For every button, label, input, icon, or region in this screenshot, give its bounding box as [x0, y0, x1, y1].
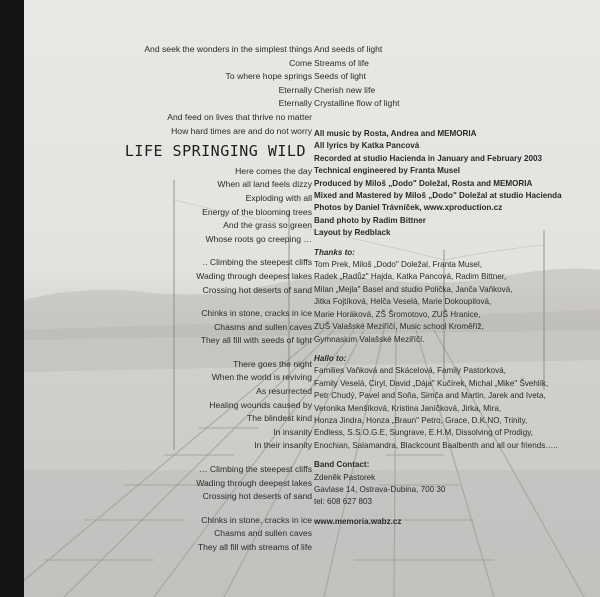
hallo-line: Endless, S.S.O.G.E, Sungrave, E.H.M, Dissolving of Prodigy,	[314, 428, 533, 438]
lyric-line: Cherish new life	[314, 84, 376, 95]
credit-line: Recorded at studio Hacienda in January and February 2003	[314, 153, 543, 163]
thanks-line: Gymnasium Valašské Meziříčí.	[314, 334, 425, 344]
song-title: LIFE SPRINGING WILD	[124, 142, 306, 161]
lyric-line: Here comes the day	[235, 165, 312, 176]
thanks-line: Jitka Fojtíková, Helča Veselá, Marie Dokoupilová,	[314, 297, 492, 307]
lyric-line: Come	[289, 57, 312, 68]
lyric-line: Chasms and sullen caves	[214, 321, 312, 332]
thanks-line: Milan „Mejla" Basel and studio Polička, Janča Vaňková,	[314, 284, 513, 294]
lyric-line: Exploding with all	[245, 192, 312, 203]
lyric-line: The blindest kind	[247, 413, 312, 424]
lyric-line: Chinks in stone, cracks in ice	[201, 308, 312, 319]
hallo-heading: Hallo to:	[314, 353, 347, 363]
lyric-line: In their insanity	[254, 440, 312, 451]
contact-heading: Band Contact:	[314, 460, 370, 470]
contact-line: Gavlase 14, Ostrava-Dubina, 700 30	[314, 484, 446, 494]
lyric-line: Chinks in stone, cracks in ice	[201, 514, 312, 525]
credit-line: Layout by Redblack	[314, 228, 391, 238]
lyric-line: And the grass so green	[223, 220, 312, 231]
lyric-line: When all land feels dizzy	[217, 179, 312, 190]
lyric-line: Whose roots go creeping …	[205, 233, 312, 244]
lyric-line: To where hope springs	[225, 71, 312, 82]
lyric-line: There goes the night	[233, 358, 312, 369]
band-website-link[interactable]: www.memoria.wabz.cz	[314, 516, 402, 526]
thanks-block	[314, 247, 594, 346]
credit-line: All lyrics by Katka Pancová	[314, 141, 420, 151]
contact-line: tel: 608 627 803	[314, 497, 373, 507]
lyric-line: And feed on lives that thrive no matter	[167, 111, 312, 122]
lyric-line: .. Climbing the steepest cliffs	[202, 257, 312, 268]
lyric-line: Crossing hot deserts of sand	[202, 491, 312, 502]
lyric-line: Wading through deepest lakes	[196, 477, 312, 488]
lyric-line: They all fill with streams of life	[197, 542, 312, 552]
contact-line: Zdeněk Pastorek	[314, 472, 376, 482]
thanks-heading: Thanks to:	[314, 247, 355, 257]
lyric-line: How hard times are and do not worry	[171, 125, 312, 136]
lyric-line: Healing wounds caused by	[209, 399, 312, 410]
booklet-page	[24, 0, 600, 597]
lyric-line: Crossing hot deserts of sand	[202, 284, 312, 295]
credit-line: Technical engineered by Franta Musel	[314, 166, 461, 176]
lyrics-column	[84, 43, 312, 555]
hallo-line: Honza Jindra, Honza „Braun" Petro, Grace, D.K.NO, Trinity,	[314, 415, 528, 425]
lyric-line: They all fill with seeds of light	[200, 335, 312, 346]
credits-column	[314, 128, 594, 528]
thanks-line: ZUŠ Valašské Meziříčí, Music school Kroměříž,	[314, 322, 484, 332]
credit-line: Mixed and Mastered by Miloš „Dodo" Doležal at studio Hacienda	[314, 191, 562, 201]
credit-line: Photos by Daniel Trávníček, www.xproduction.cz	[314, 203, 503, 213]
lyric-line: As resurrected	[256, 386, 312, 397]
credits-block	[314, 128, 594, 240]
thanks-line: Tom Prek, Miloš „Dodo" Doležal, Franta Musel,	[314, 260, 482, 270]
lyric-line: Chasms and sullen caves	[214, 528, 312, 539]
lyric-line: And seeds of light	[314, 44, 383, 54]
lyric-line: In insanity	[273, 426, 312, 437]
hallo-line: Enochian, Salamandra, Blackcount Baalbenth and all our friends…..	[314, 440, 558, 450]
hallo-line: Families Vaňková and Skácelová, Family Pastorková,	[314, 366, 506, 376]
booklet-spine-edge	[0, 0, 24, 597]
lyric-line: And seek the wonders in the simplest things	[144, 44, 312, 54]
lyric-line: Energy of the blooming trees	[202, 206, 312, 217]
hallo-block	[314, 353, 594, 452]
lyric-line: … Climbing the steepest cliffs	[198, 464, 312, 475]
lyric-line: Eternally	[278, 84, 312, 95]
hallo-line: Family Veselá, Ciryl, David „Dája" Kučírek, Michal „Mike" Švehlík,	[314, 378, 549, 388]
lyric-line: Streams of life	[314, 57, 369, 68]
lyric-line: Seeds of light	[314, 71, 367, 82]
hallo-line: Petr Chudý, Pavel and Soňa, Simča and Martin, Jarek and Iveta,	[314, 391, 546, 401]
lyric-line: Eternally	[278, 98, 312, 109]
credit-line: Produced by Miloš „Dodo" Doležal, Rosta and MEMORIA	[314, 178, 533, 188]
hallo-line: Veronika Menšíková, Kristina Janíčková, Jirka, Mira,	[314, 403, 502, 413]
lyric-line: Crystalline flow of light	[314, 98, 400, 109]
lyric-line: Wading through deepest lakes	[196, 270, 312, 281]
thanks-line: Marie Horáková, ZŠ Šromotovo, ZUŠ Hranice,	[314, 309, 481, 319]
contact-block	[314, 459, 594, 528]
credit-line: Band photo by Radim Bittner	[314, 215, 426, 225]
thanks-line: Radek „Radůz" Hajda, Katka Pancová, Radim Bittner,	[314, 272, 507, 282]
lyric-line: When the world is reviving	[211, 372, 312, 383]
credit-line: All music by Rosta, Andrea and MEMORIA	[314, 129, 477, 138]
lyrics-right-column	[314, 43, 484, 111]
